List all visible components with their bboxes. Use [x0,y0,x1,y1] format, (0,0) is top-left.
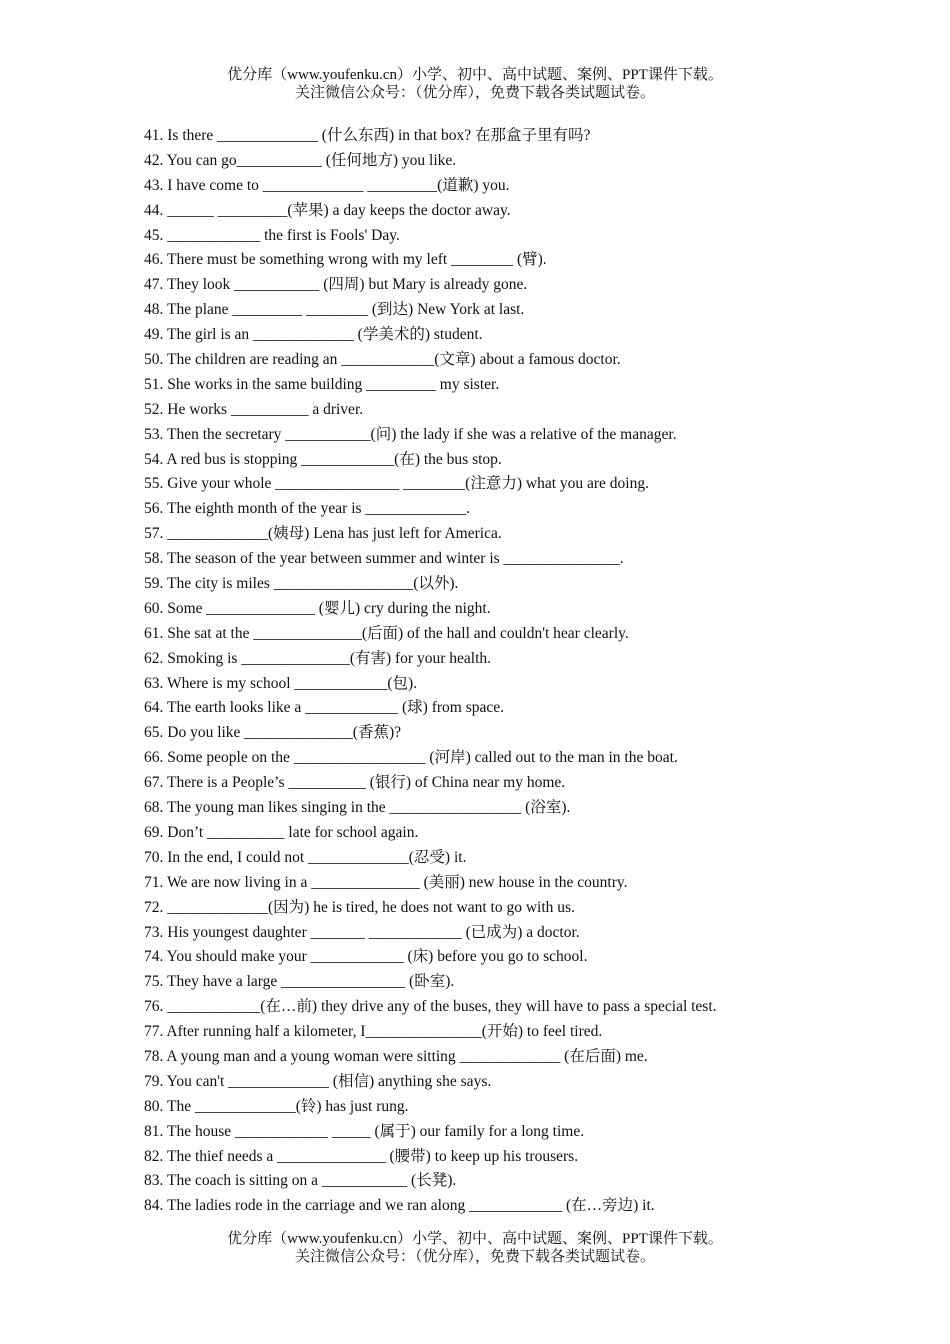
question-43: 43. I have come to _____________ _________(道歉) you. [144,176,510,194]
question-72: 72. _____________(因为) he is tired, he does not want to go with us. [144,898,575,916]
question-51: 51. She works in the same building _________ my sister. [144,375,500,393]
header-line-1: 优分库（www.youfenku.cn）小学、初中、高中试题、案例、PPT课件下载。 [227,67,723,83]
question-66: 66. Some people on the _________________ (河岸) called out to the man in the boat. [144,749,678,767]
question-53: 53. Then the secretary ___________(问) the lady if she was a relative of the manager. [144,425,677,443]
question-65: 65. Do you like ______________(香蕉)? [144,724,402,742]
question-61: 61. She sat at the ______________(后面) of the hall and couldn't hear clearly. [144,624,629,642]
question-84: 84. The ladies rode in the carriage and we ran along ____________ (在…旁边) it. [144,1197,655,1215]
question-74: 74. You should make your ____________ (床) before you go to school. [144,948,588,966]
footer-line-1: 优分库（www.youfenku.cn）小学、初中、高中试题、案例、PPT课件下载。 [227,1231,723,1247]
question-75: 75. They have a large ________________ (卧室). [144,973,455,991]
question-78: 78. A young man and a young woman were sitting _____________ (在后面) me. [144,1047,648,1065]
question-69: 69. Don’t __________ late for school again. [144,823,419,841]
question-54: 54. A red bus is stopping ____________(在) the bus stop. [144,450,502,468]
header-line-2: 关注微信公众号：（优分库），免费下载各类试题试卷。 [294,85,655,101]
question-46: 46. There must be something wrong with my left ________ (臂). [144,251,547,269]
question-57: 57. _____________(姨母) Lena has just left for America. [144,525,502,543]
question-50: 50. The children are reading an ____________(文章) about a famous doctor. [144,351,621,369]
question-68: 68. The young man likes singing in the _________________ (浴室). [144,799,571,817]
question-71: 71. We are now living in a ______________ (美丽) new house in the country. [144,873,628,891]
question-44: 44. ______ _________(苹果) a day keeps the doctor away. [144,201,511,219]
question-42: 42. You can go___________ (任何地方) you like. [144,151,457,169]
question-56: 56. The eighth month of the year is _____________. [144,500,471,518]
page-footer [0,1230,950,1266]
question-81: 81. The house ____________ _____ (属于) our family for a long time. [144,1122,585,1140]
question-45: 45. ____________ the first is Fools' Day. [144,226,400,244]
question-76: 76. ____________(在…前) they drive any of the buses, they will have to pass a special test. [144,998,717,1016]
question-48: 48. The plane _________ ________ (到达) New York at last. [144,301,525,319]
question-82: 82. The thief needs a ______________ (腰带) to keep up his trousers. [144,1147,579,1165]
question-49: 49. The girl is an _____________ (学美术的) student. [144,326,483,344]
question-83: 83. The coach is sitting on a ___________ (长凳). [144,1172,457,1190]
question-60: 60. Some ______________ (婴儿) cry during the night. [144,599,491,617]
question-52: 52. He works __________ a driver. [144,400,364,418]
question-list [144,124,864,1219]
question-55: 55. Give your whole ________________ ________(注意力) what you are doing. [144,475,649,493]
question-41: 41. Is there _____________ (什么东西) in that box? 在那盒子里有吗? [144,127,591,144]
footer-line-2: 关注微信公众号：（优分库），免费下载各类试题试卷。 [294,1249,655,1265]
question-79: 79. You can't _____________ (相信) anything she says. [144,1072,492,1090]
question-77: 77. After running half a kilometer, I_______________(开始) to feel tired. [144,1023,603,1041]
question-58: 58. The season of the year between summer and winter is _______________. [144,550,624,568]
question-62: 62. Smoking is ______________(有害) for your health. [144,649,492,667]
question-67: 67. There is a People’s __________ (银行) of China near my home. [144,774,566,792]
page-header [0,66,950,102]
question-80: 80. The _____________(铃) has just rung. [144,1097,409,1115]
question-73: 73. His youngest daughter _______ ____________ (已成为) a doctor. [144,923,580,941]
question-59: 59. The city is miles __________________(以外). [144,575,459,593]
question-70: 70. In the end, I could not _____________(忍受) it. [144,848,467,866]
question-63: 63. Where is my school ____________(包). [144,674,418,692]
question-64: 64. The earth looks like a ____________ (球) from space. [144,699,505,717]
question-47: 47. They look ___________ (四周) but Mary is already gone. [144,276,528,294]
